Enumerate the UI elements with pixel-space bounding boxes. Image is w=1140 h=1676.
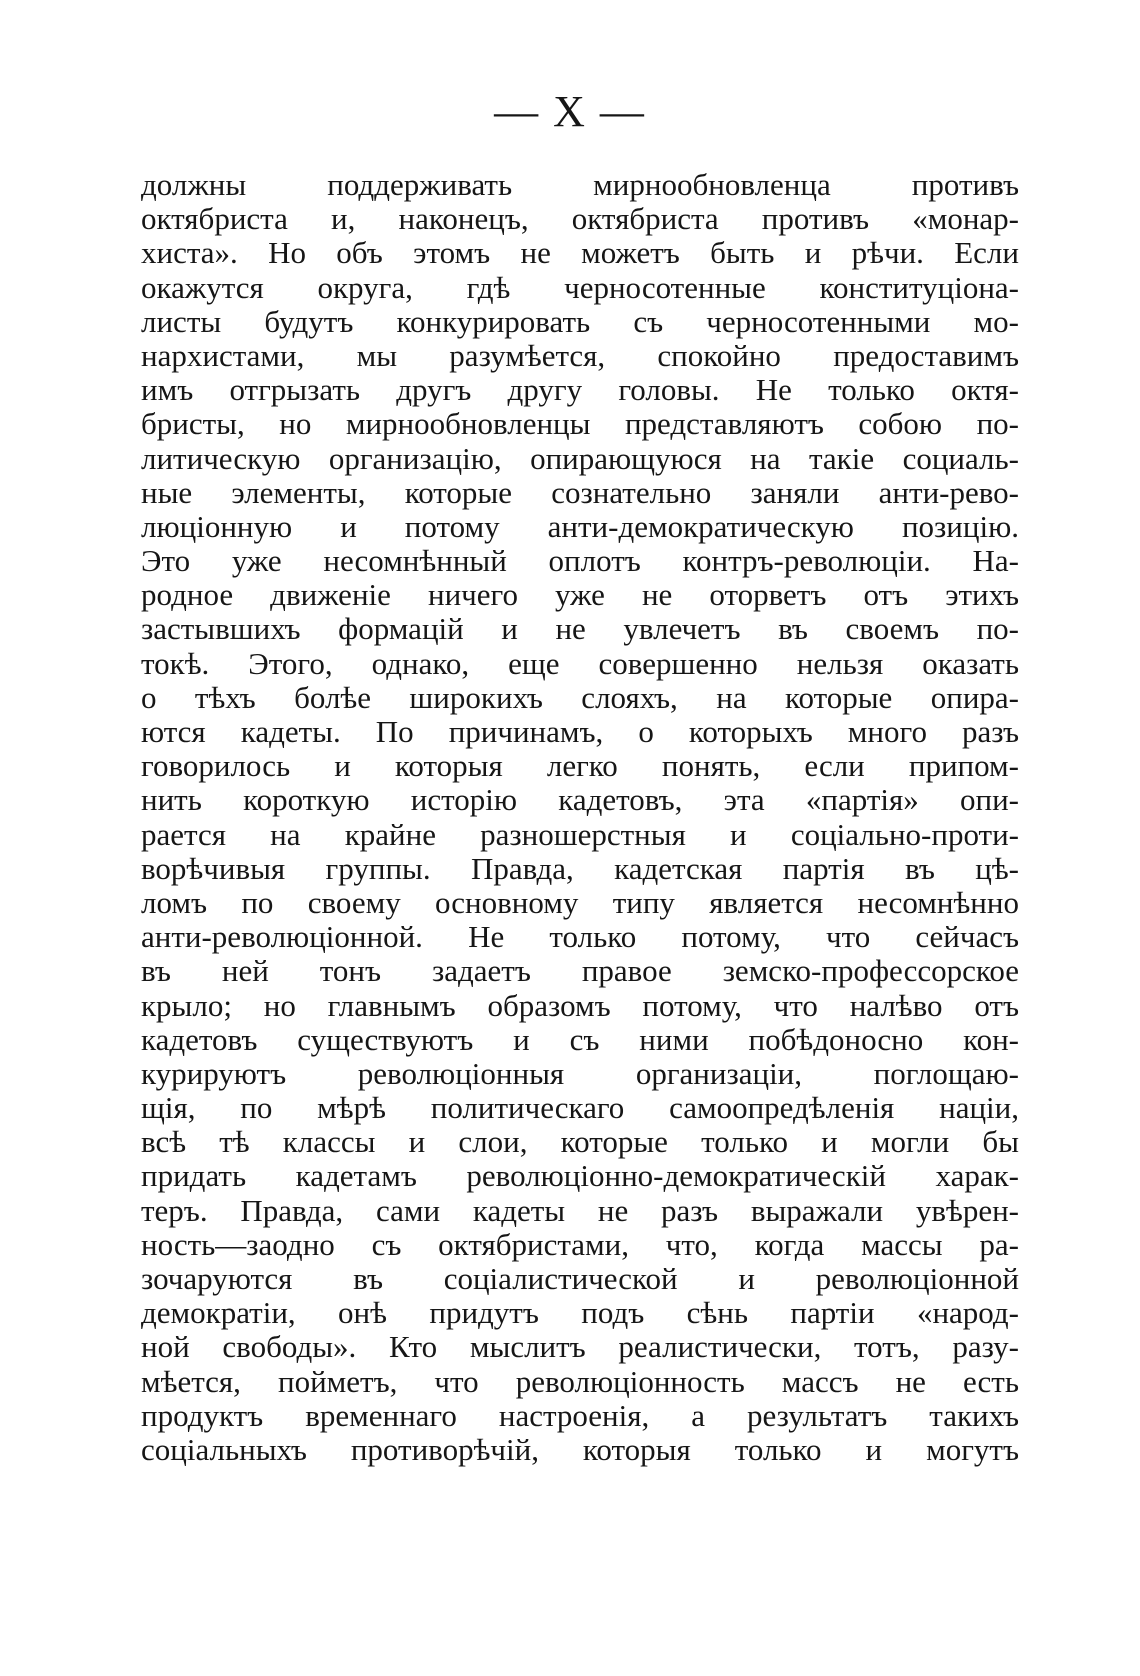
text-line: октябриста и, наконецъ, октябриста противъ «монар- (141, 201, 1019, 237)
text-line: курируютъ революціонныя организаціи, поглощаю- (141, 1055, 1019, 1091)
text-line: теръ. Правда, сами кадеты не разъ выражали увѣрен- (141, 1192, 1019, 1228)
text-line: ломъ по своему основному типу является несомнѣнно (141, 884, 1019, 920)
page-number-header: — X — (494, 87, 646, 136)
text-line: демократіи, онѣ придутъ подъ сѣнь партіи «народ- (141, 1295, 1019, 1331)
text-line: придать кадетамъ революціонно-демократическій харак- (141, 1158, 1019, 1194)
text-line: ной свободы». Кто мыслитъ реалистически, тотъ, разу- (141, 1329, 1019, 1365)
text-line: нархистами, мы разумѣется, спокойно предоставимъ (141, 337, 1019, 373)
text-line: бристы, но мирнообновленцы представляютъ собою по- (141, 406, 1019, 442)
body-text (141, 168, 1019, 1467)
text-line: мѣется, пойметъ, что революціонность массъ не есть (141, 1363, 1019, 1399)
text-line: о тѣхъ болѣе широкихъ слояхъ, на которые опира- (141, 679, 1019, 715)
text-line: всѣ тѣ классы и слои, которые только и могли бы (141, 1124, 1019, 1160)
text-line: кадетовъ существуютъ и съ ними побѣдоносно кон- (141, 1021, 1019, 1057)
text-line: говорилось и которыя легко понять, если припом- (141, 748, 1019, 784)
text-line: родное движеніе ничего уже не оторветъ отъ этихъ (141, 577, 1019, 613)
text-line: анти-революціонной. Не только потому, что сейчасъ (141, 919, 1019, 955)
text-line: зочаруются въ соціалистической и революціонной (141, 1261, 1019, 1296)
text-line: нить короткую исторію кадетовъ, эта «партія» опи- (141, 782, 1019, 818)
text-line: должны поддерживать мирнообновленца противъ (141, 167, 1019, 202)
text-line: застывшихъ формацій и не увлечетъ въ своемъ по- (141, 611, 1019, 647)
text-line: листы будутъ конкурировать съ черносотенными мо- (141, 303, 1019, 339)
text-line: имъ отгрызать другъ другу головы. Не только октя- (141, 372, 1019, 408)
text-line: продуктъ временнаго настроенія, а результатъ такихъ (141, 1397, 1019, 1433)
text-line: литическую организацію, опирающуюся на такіе социаль- (141, 440, 1019, 476)
text-line: соціальныхъ противорѣчій, которыя только и могутъ (141, 1431, 1019, 1467)
text-line: Это уже несомнѣнный оплотъ контръ-революціи. На- (141, 543, 1019, 579)
text-line: токѣ. Этого, однако, еще совершенно нельзя оказать (141, 645, 1019, 681)
text-line: ворѣчивыя группы. Правда, кадетская партія въ цѣ- (141, 850, 1019, 886)
text-line: крыло; но главнымъ образомъ потому, что налѣво отъ (141, 987, 1019, 1023)
text-line: ность—заодно съ октябристами, что, когда массы ра- (141, 1226, 1019, 1262)
text-line: ные элементы, которые сознательно заняли анти-рево- (141, 474, 1019, 510)
text-line: хиста». Но объ этомъ не можетъ быть и рѣчи. Если (141, 235, 1019, 271)
text-line: люціонную и потому анти-демократическую позицію. (141, 508, 1019, 544)
text-line: въ ней тонъ задаетъ правое земско-профессорское (141, 953, 1019, 989)
text-line: ются кадеты. По причинамъ, о которыхъ много разъ (141, 714, 1019, 749)
text-line: рается на крайне разношерстныя и соціально-проти- (141, 816, 1019, 852)
text-line: щія, по мѣрѣ политическаго самоопредѣленія націи, (141, 1090, 1019, 1126)
text-line: окажутся округа, гдѣ черносотенные конституціона- (141, 269, 1019, 305)
